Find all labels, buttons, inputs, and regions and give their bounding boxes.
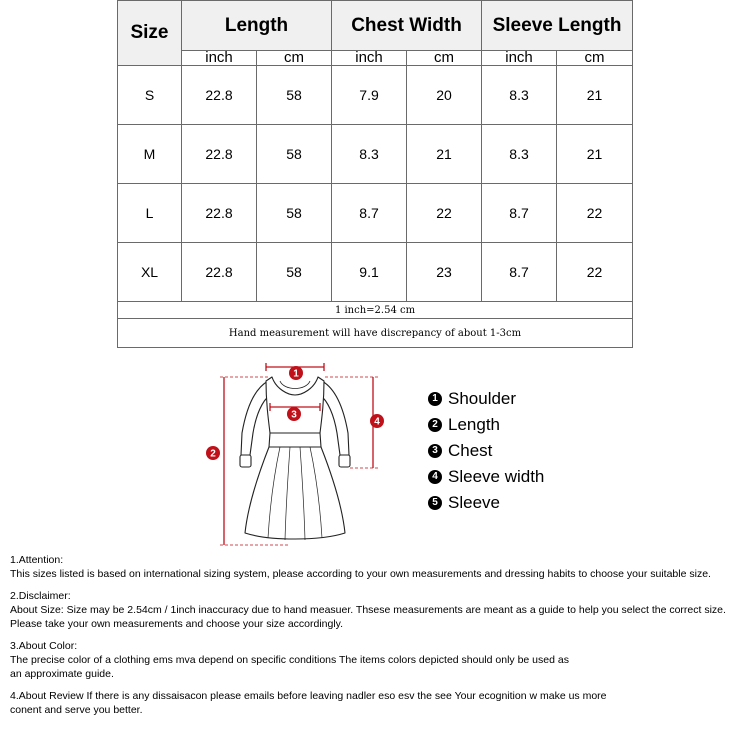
table-cell: 21: [557, 125, 633, 184]
table-cell: 22: [557, 184, 633, 243]
marker-1-label: 1: [293, 368, 299, 380]
table-cell: 22: [407, 184, 482, 243]
table-row: [118, 125, 633, 184]
legend-item: [428, 438, 544, 464]
table-row: [118, 184, 633, 243]
note-color: [10, 639, 750, 681]
legend-number: 4: [428, 470, 442, 484]
table-cell: 22.8: [182, 184, 257, 243]
table-cell: 9.1: [332, 243, 407, 302]
marker-2-label: 2: [210, 448, 216, 460]
table-row: [118, 243, 633, 302]
size-label: S: [118, 66, 182, 125]
marker-3: [287, 407, 301, 421]
table-row: [118, 66, 633, 125]
legend-number: 2: [428, 418, 442, 432]
note-line: The precise color of a clothing ems mva depend on specific conditions The items colors depicted should only be used as: [10, 654, 569, 666]
table-cell: 22.8: [182, 243, 257, 302]
note-disclaimer: [10, 589, 750, 631]
legend-item: [428, 464, 544, 490]
note-line: This sizes listed is based on international sizing system, please according to your own measurements and dressing habits to choose your suitable size.: [10, 568, 711, 580]
measurement-legend: [428, 386, 544, 516]
legend-label: Chest: [448, 441, 493, 460]
legend-label: Length: [448, 415, 500, 434]
dress-illustration: [240, 377, 350, 540]
note-line: About Size: Size may be 2.54cm / 1inch inaccuracy due to hand measuer. Thsese measurements are meant as a guide to help you select the correct size.: [10, 604, 726, 616]
header-length: Length: [182, 1, 332, 51]
table-cell: 7.9: [332, 66, 407, 125]
note-line: Please take your own measurements and choose your size accordingly.: [10, 618, 344, 630]
size-label: L: [118, 184, 182, 243]
table-cell: 22.8: [182, 66, 257, 125]
dress-measurement-diagram: [200, 355, 400, 550]
legend-item: [428, 412, 544, 438]
table-cell: 58: [257, 243, 332, 302]
note-line: 4.About Review If there is any dissaisacon please emails before leaving nadler eso esv the see Your ecognition w make us more: [10, 690, 607, 702]
legend-number: 3: [428, 444, 442, 458]
legend-item: [428, 386, 544, 412]
table-cell: 8.3: [482, 125, 557, 184]
table-cell: 22: [557, 243, 633, 302]
legend-item: [428, 490, 544, 516]
notes-section: [10, 553, 750, 725]
unit-cell: inch: [332, 51, 407, 66]
table-cell: 8.7: [332, 184, 407, 243]
size-label: M: [118, 125, 182, 184]
note-title: 1.Attention:: [10, 554, 64, 566]
marker-3-label: 3: [291, 409, 297, 421]
table-cell: 20: [407, 66, 482, 125]
unit-cell: cm: [257, 51, 332, 66]
table-cell: 23: [407, 243, 482, 302]
marker-2: [206, 446, 220, 460]
table-cell: 58: [257, 125, 332, 184]
discrepancy-note: Hand measurement will have discrepancy of about 1-3cm: [118, 319, 633, 348]
table-cell: 8.3: [332, 125, 407, 184]
table-unit-row: [118, 51, 633, 66]
table-cell: 8.7: [482, 184, 557, 243]
note-line: an approximate guide.: [10, 668, 114, 680]
note-attention: [10, 553, 750, 581]
legend-label: Sleeve width: [448, 467, 545, 486]
unit-cell: inch: [182, 51, 257, 66]
legend-label: Shoulder: [448, 389, 517, 408]
conversion-note: 1 inch=2.54 cm: [118, 302, 633, 319]
table-cell: 22.8: [182, 125, 257, 184]
size-label: XL: [118, 243, 182, 302]
table-cell: 8.7: [482, 243, 557, 302]
table-cell: 21: [407, 125, 482, 184]
marker-1: [289, 366, 303, 380]
unit-cell: cm: [557, 51, 633, 66]
note-title: 2.Disclaimer:: [10, 590, 71, 602]
legend-number: 5: [428, 496, 442, 510]
marker-4: [370, 414, 384, 428]
unit-cell: cm: [407, 51, 482, 66]
header-sleeve-length: Sleeve Length: [482, 1, 633, 51]
note-line: conent and serve you better.: [10, 704, 143, 716]
header-chest-width: Chest Width: [332, 1, 482, 51]
marker-4-label: 4: [374, 416, 380, 428]
conversion-note-row: [118, 302, 633, 319]
table-cell: 58: [257, 184, 332, 243]
table-header-row: [118, 1, 633, 51]
unit-cell: inch: [482, 51, 557, 66]
table-cell: 58: [257, 66, 332, 125]
header-size: Size: [118, 1, 182, 66]
legend-number: 1: [428, 392, 442, 406]
discrepancy-note-row: [118, 319, 633, 348]
legend-label: Sleeve: [448, 493, 500, 512]
note-title: 3.About Color:: [10, 640, 78, 652]
table-cell: 21: [557, 66, 633, 125]
table-cell: 8.3: [482, 66, 557, 125]
note-review: [10, 689, 750, 717]
size-chart-table: [117, 0, 633, 348]
